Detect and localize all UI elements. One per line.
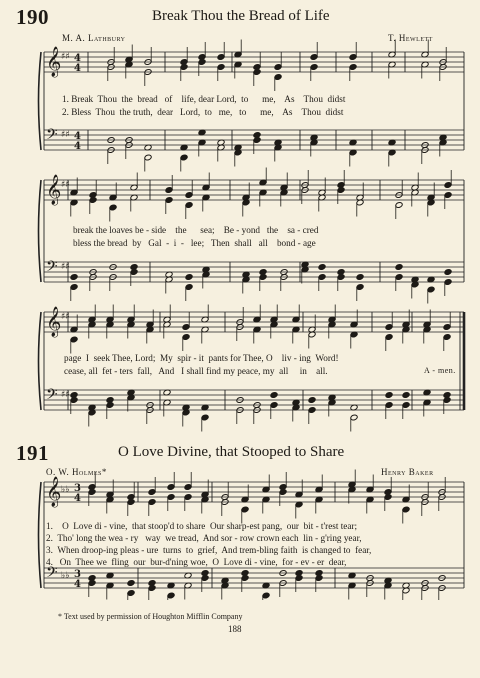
page-number: 188 (228, 624, 242, 634)
h190-s2-verse1: break the loaves be - side the sea; Be - yond the sa - cred (73, 225, 319, 235)
h190-s3-verse1: page I seek Thee, Lord; My spir - it pants for Thee, O liv - ing Word! (64, 353, 339, 363)
time-sig-top: 3 (74, 569, 81, 580)
time-sig-top: 4 (74, 53, 81, 64)
note-head (402, 392, 410, 399)
h191-verse1: 1. O Love di - vine, that stoop'd to share Our sharp-est pang, our bit - t'rest tear; (46, 521, 358, 531)
bass-clef-icon: 𝄢 (46, 126, 58, 147)
note-head (70, 274, 78, 281)
hymn-191-title: O Love Divine, that Stooped to Share (118, 444, 345, 460)
h190-s1-verse2: 2. Bless Thou the truth, dear Lord, to me, to me, As Thou didst (62, 107, 344, 117)
time-sig-bottom: 4 (74, 141, 81, 152)
note-head (444, 269, 452, 276)
hymn-190-number: 190 (16, 5, 49, 29)
note-head (308, 397, 316, 404)
time-sig-bottom: 4 (74, 493, 81, 504)
system-brace (39, 482, 42, 588)
h190-s1-verse1: 1. Break Thou the bread of life, dear Lord, to me, As Thou didst (62, 94, 346, 104)
time-sig-bottom: 4 (74, 579, 81, 590)
bass-clef-icon: 𝄢 (46, 258, 58, 279)
sharp-icon: ♯♯ (61, 390, 70, 400)
time-sig-bottom: 4 (74, 63, 81, 74)
hymn-191-composer: Henry Baker (381, 467, 434, 477)
time-sig-top: 4 (74, 131, 81, 142)
sharp-icon: ♯♯ (61, 130, 70, 140)
system-brace (39, 312, 42, 410)
h191-verse4: 4. On Thee we fling our bur-d'ning woe, O Love di - vine, for - ev - er dear, (46, 557, 347, 567)
h191-verse2: 2. Tho' long the wea - ry way we tread, And sor - row crown each lin - g'ring year, (46, 533, 362, 543)
note-head (385, 392, 393, 399)
note-head (395, 264, 403, 271)
sharp-icon: ♯♯ (61, 312, 70, 322)
system-brace (39, 180, 42, 282)
sharp-icon: ♯♯ (61, 52, 70, 62)
note-head (185, 274, 193, 281)
note-head (356, 274, 364, 281)
bass-clef-icon: 𝄢 (46, 564, 58, 585)
h191-verse3: 3. When droop-ing pleas - ure turns to grief, And trem-bling faith is changed to fear, (46, 545, 372, 555)
note-head (318, 264, 326, 271)
treble-clef-icon: 𝄞 (46, 477, 62, 507)
hymn-190-composer: T. Hewlett (388, 33, 433, 43)
hymn-190-title: Break Thou the Bread of Life (152, 8, 330, 24)
sharp-icon: ♯♯ (61, 262, 70, 272)
treble-clef-icon: 𝄞 (46, 307, 62, 337)
system-brace (39, 52, 42, 150)
sharp-icon: ♯♯ (61, 180, 70, 190)
flat-icon: ♭♭ (61, 571, 70, 581)
h190-s3-verse2: cease, all fet - ters fall, And I shall find my peace, my all in all. (64, 366, 328, 376)
hymn-191-number: 191 (16, 441, 49, 465)
time-sig-top: 3 (74, 483, 81, 494)
note-head (270, 392, 278, 399)
note-head (127, 580, 135, 587)
amen-label: A - men. (424, 366, 456, 375)
treble-clef-icon: 𝄞 (46, 47, 62, 77)
flat-icon: ♭♭ (61, 485, 70, 495)
bass-clef-icon: 𝄢 (46, 386, 58, 407)
treble-clef-icon: 𝄞 (46, 175, 62, 205)
hymn-191-author: O. W. Holmes* (46, 467, 107, 477)
footnote: * Text used by permission of Houghton Mifflin Company (58, 612, 243, 621)
hymn-190-author: M. A. Lathbury (62, 33, 126, 43)
h190-s2-verse2: bless the bread by Gal - i - lee; Then shall all bond - age (73, 238, 316, 248)
